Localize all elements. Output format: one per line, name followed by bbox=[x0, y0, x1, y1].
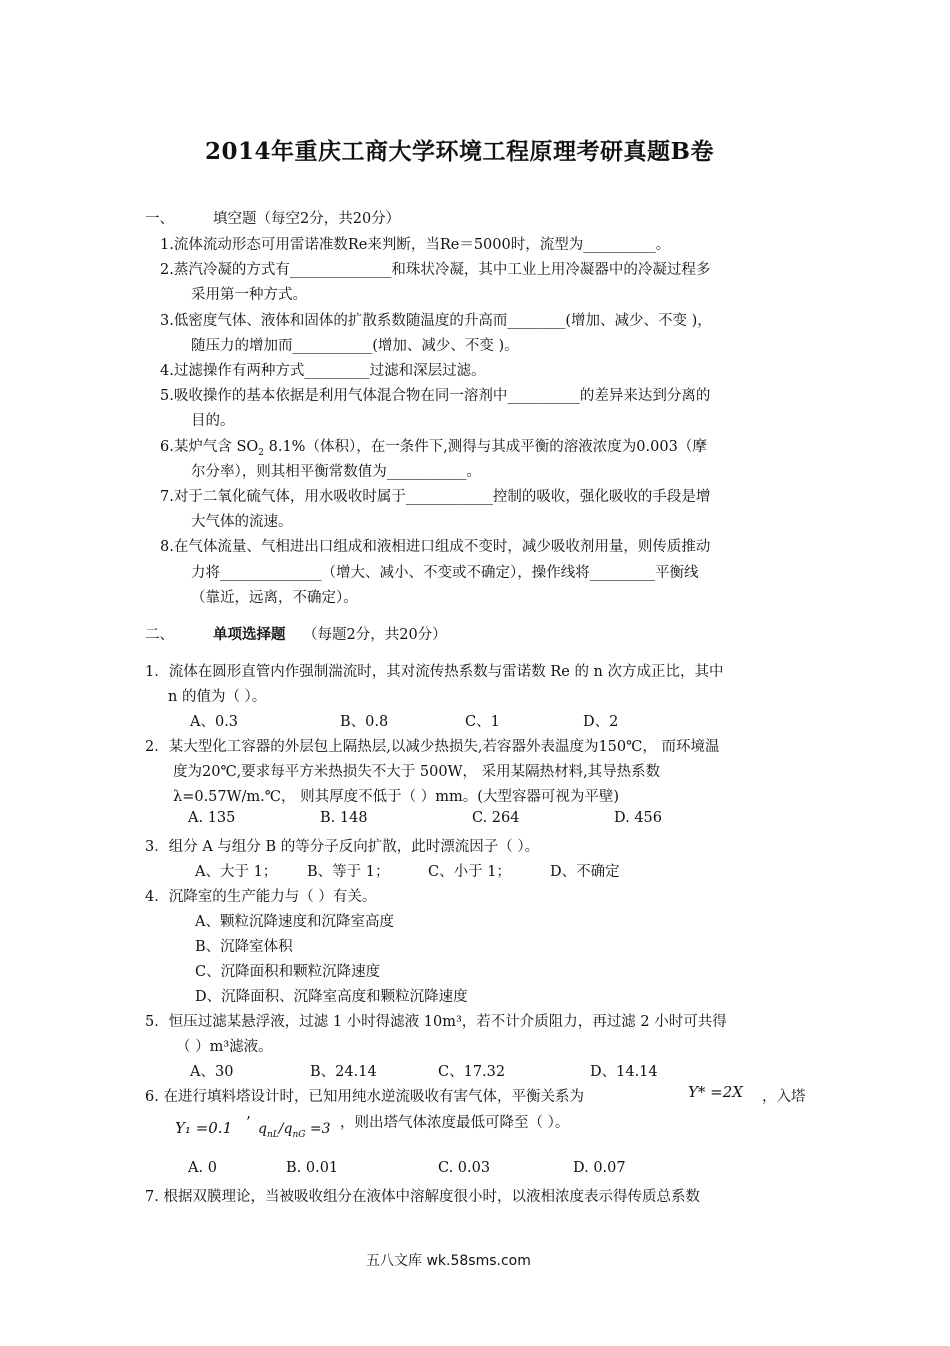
s1-line: 大气体的流速。 bbox=[191, 514, 293, 530]
section2-title: 单项选择题 bbox=[213, 626, 286, 643]
q7-line: 7. 根据双膜理论，当被吸收组分在液体中溶解度很小时，以液相浓度表示得传质总系数 bbox=[145, 1189, 700, 1205]
q6-line: ，入塔 bbox=[762, 1089, 806, 1105]
q1-option: B、0.8 bbox=[340, 714, 389, 730]
s1-line: 尔分率），则其相平衡常数值为___________。 bbox=[191, 464, 481, 480]
s1-line: 4.过滤操作有两种方式_________过滤和深层过滤。 bbox=[160, 363, 486, 379]
section1-number: 一、 bbox=[145, 211, 174, 227]
s1-line: 1.流体流动形态可用雷诺准数Re来判断，当Re＝5000时，流型为__________。 bbox=[160, 237, 671, 253]
q4-option: A、颗粒沉降速度和沉降室高度 bbox=[195, 914, 394, 930]
q5-option: B、24.14 bbox=[310, 1064, 377, 1080]
q6-option: B. 0.01 bbox=[286, 1160, 339, 1176]
q1-line: 1．流体在圆形直管内作强制湍流时，其对流传热系数与雷诺数 Re 的 n 次方成正比，其中 bbox=[145, 664, 724, 680]
section2-title-note: （每题2分，共20分） bbox=[303, 627, 447, 643]
q1-option: C、1 bbox=[465, 714, 500, 730]
q4-option: C、沉降面积和颗粒沉降速度 bbox=[195, 964, 381, 980]
q6-equation: Y* =2X bbox=[688, 1083, 743, 1101]
q2-line: λ=0.57W/m.℃， 则其厚度不低于（ ）mm。(大型容器可视为平壁) bbox=[173, 789, 620, 805]
q6-option: C. 0.03 bbox=[438, 1160, 491, 1176]
subscript: 2 bbox=[258, 447, 264, 458]
q4-option: D、沉降面积、沉降室高度和颗粒沉降速度 bbox=[195, 989, 468, 1005]
q5-option: A、30 bbox=[190, 1064, 234, 1080]
q6-option: A. 0 bbox=[188, 1160, 217, 1176]
q1-option: A、0.3 bbox=[190, 714, 239, 730]
q5-line: （ ）m³滤液。 bbox=[176, 1039, 273, 1055]
s1-line: （靠近，远离，不确定）。 bbox=[191, 590, 358, 606]
q3-option: C、小于 1； bbox=[428, 864, 511, 880]
s1-line: 采用第一种方式。 bbox=[191, 287, 307, 303]
q5-option: D、14.14 bbox=[590, 1064, 658, 1080]
q3-option: B、等于 1； bbox=[307, 864, 390, 880]
s1-line: 3.低密度气体、液体和固体的扩散系数随温度的升高而________(增加、减少、不变 )， bbox=[160, 313, 712, 329]
q2-option: C. 264 bbox=[472, 810, 520, 826]
q3-line: 3．组分 A 与组分 B 的等分子反向扩散，此时漂流因子（ ）。 bbox=[145, 839, 540, 855]
q6-option: D. 0.07 bbox=[573, 1160, 626, 1176]
q2-option: B. 148 bbox=[320, 810, 368, 826]
footer-source: 五八文库 wk.58sms.com bbox=[366, 1253, 531, 1269]
s1-line: 目的。 bbox=[191, 413, 235, 429]
q6-separator: ’ bbox=[246, 1115, 251, 1131]
s1-line-so2-rest: 8.1%（体积），在一条件下,测得与其成平衡的溶液浓度为0.003（摩 bbox=[268, 439, 707, 455]
q6-ratio-q1: q bbox=[258, 1121, 267, 1137]
section1-title: 填空题（每空2分，共20分） bbox=[213, 211, 401, 227]
q6-ratio-q2: q bbox=[283, 1121, 293, 1137]
q5-option: C、17.32 bbox=[438, 1064, 506, 1080]
q2-option: A. 135 bbox=[188, 810, 236, 826]
q4-option: B、沉降室体积 bbox=[195, 939, 293, 955]
page-title: 2014年重庆工商大学环境工程原理考研真题B卷 bbox=[205, 138, 714, 165]
q6-line: ，则出塔气体浓度最低可降至（ ）。 bbox=[340, 1115, 570, 1131]
q2-line: 2．某大型化工容器的外层包上隔热层,以减少热损失,若容器外表温度为150℃， 而环境温 bbox=[145, 739, 720, 755]
s1-line: 5.吸收操作的基本依据是利用气体混合物在同一溶剂中__________的差异来达到分离的 bbox=[160, 388, 711, 404]
q4-line: 4．沉降室的生产能力与（ ）有关。 bbox=[145, 889, 377, 905]
section2-number: 二、 bbox=[145, 627, 174, 643]
q3-option: A、大于 1； bbox=[195, 864, 278, 880]
q1-option: D、2 bbox=[583, 714, 619, 730]
s1-line: 随压力的增加而___________(增加、减少、不变 )。 bbox=[191, 338, 519, 354]
q6-equation-ratio: $q_{nL}/q_{nG} =3$ bbox=[258, 1121, 331, 1140]
s1-line: 7.对于二氧化硫气体，用水吸收时属于____________控制的吸收，强化吸收的手段是增 bbox=[160, 489, 711, 505]
s1-line: 力将______________（增大、减小、不变或不确定），操作线将_________平衡线 bbox=[191, 565, 699, 581]
q5-line: 5．恒压过滤某悬浮液，过滤 1 小时得滤液 10m³，若不计介质阻力，再过滤 2 小时可共得 bbox=[145, 1014, 727, 1030]
q3-option: D、不确定 bbox=[550, 864, 620, 880]
q6-line: 6. 在进行填料塔设计时，已知用纯水逆流吸收有害气体，平衡关系为 bbox=[145, 1089, 584, 1105]
s1-line-so2-text: 6.某炉气含 SO bbox=[160, 439, 259, 455]
s1-line: 8.在气体流量、气相进出口组成和液相进口组成不变时，减少吸收剂用量，则传质推动 bbox=[160, 539, 711, 555]
q6-equation-y1: Y₁ =0.1 bbox=[175, 1119, 233, 1137]
s1-line: 2.蒸汽冷凝的方式有______________和珠状冷凝，其中工业上用冷凝器中的冷凝过程多 bbox=[160, 262, 711, 278]
q2-option: D. 456 bbox=[614, 810, 663, 826]
s1-line-so2 bbox=[160, 435, 707, 458]
q2-line: 度为20℃,要求每平方米热损失不大于 500W， 采用某隔热材料,其导热系数 bbox=[173, 764, 661, 780]
q1-line: n 的值为（ ）。 bbox=[168, 689, 267, 705]
